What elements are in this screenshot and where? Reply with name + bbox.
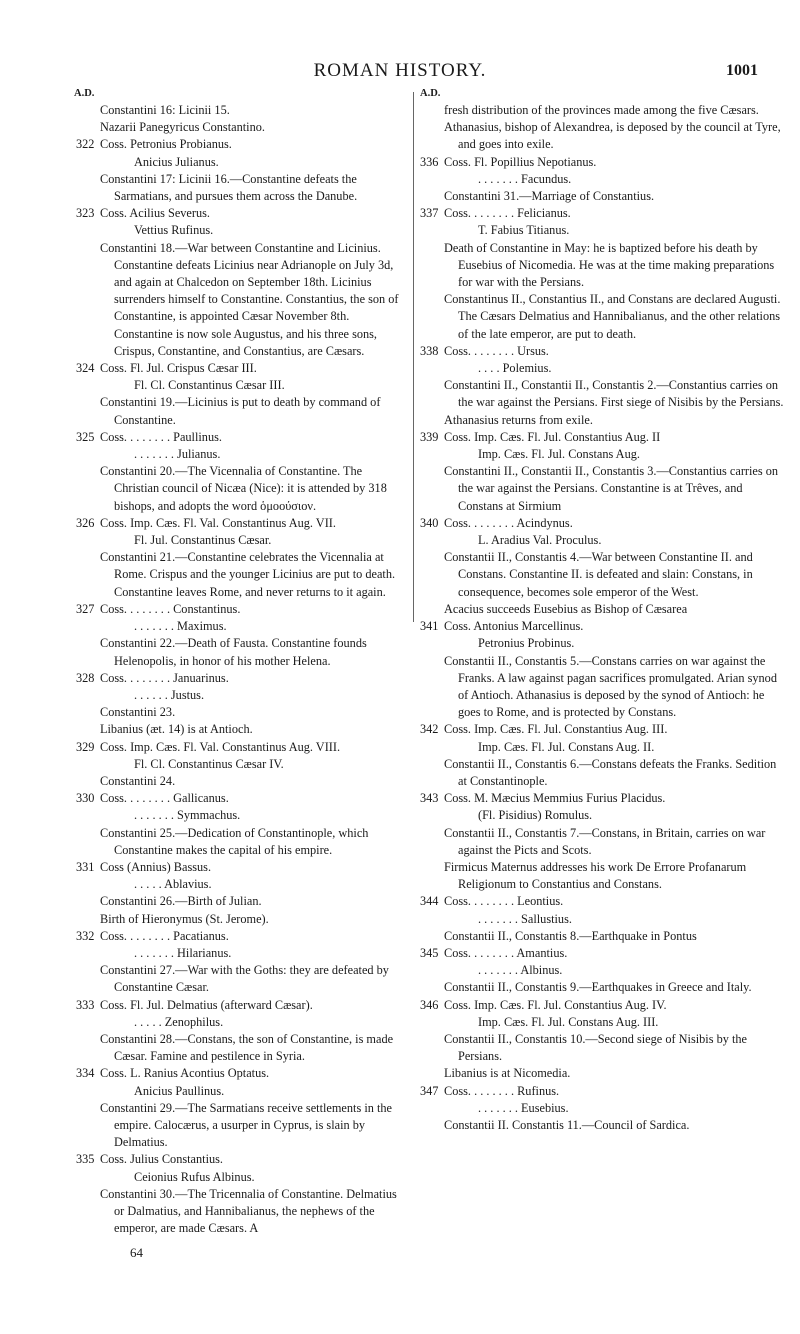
entry-line: Constantii II., Constantis 5.—Constans carries on war against the Franks. A law against pagan sacrifices promulgated. Arian synod of Antioch. Athanasius is deposed by the synod of Antioch: he goes to Rome, and is protected by Constans. bbox=[444, 653, 777, 720]
entry-line: Constantini 26.—Birth of Julian. bbox=[100, 894, 262, 909]
entry-year: 341 bbox=[420, 619, 439, 634]
entry-line: Athanasius returns from exile. bbox=[444, 412, 593, 427]
entry-line: (Fl. Pisidius) Romulus. bbox=[478, 808, 593, 823]
chronology-entry bbox=[420, 240, 786, 292]
left-column-body bbox=[76, 102, 406, 1237]
chronology-entry bbox=[420, 756, 786, 790]
entry-line: Constantinus II., Constantius II., and Constans are declared Augusti. The Cæsars Delmatius and Hannibalianus, and the other relations of the late emperor, are put to death. bbox=[444, 292, 781, 341]
chronology-entry bbox=[420, 618, 786, 652]
entry-line: . . . . . Zenophilus. bbox=[134, 1014, 224, 1029]
entry-year: 333 bbox=[76, 997, 95, 1012]
entry-line: Constantii II., Constantis 8.—Earthquake in Pontus bbox=[444, 928, 697, 943]
entry-year: 343 bbox=[420, 791, 439, 806]
page-number: 1001 bbox=[726, 62, 758, 79]
chronology-entry bbox=[420, 1083, 786, 1117]
entry-year: 335 bbox=[76, 1152, 95, 1167]
chronology-entry bbox=[76, 136, 406, 170]
entry-year: 347 bbox=[420, 1083, 439, 1098]
entry-line: Anicius Julianus. bbox=[134, 154, 219, 169]
entry-line: . . . . . . . Eusebius. bbox=[478, 1100, 569, 1115]
chronology-entry bbox=[420, 205, 786, 239]
entry-line: Constantii II., Constantis 4.—War between Constantine II. and Constans. Constantine II. is defeated and slain: Constans, in consequence, becomes sole emperor of the West. bbox=[444, 550, 753, 599]
entry-line: . . . . . . . Sallustius. bbox=[478, 911, 572, 926]
entry-line: . . . . . . . Symmachus. bbox=[134, 808, 241, 823]
signature-mark: 64 bbox=[130, 1245, 143, 1260]
entry-line: Constantii II., Constantis 7.—Constans, in Britain, carries on war against the Picts and Scots. bbox=[444, 825, 766, 857]
chronology-entry bbox=[76, 825, 406, 859]
entry-line: Coss. . . . . . . . Ursus. bbox=[444, 343, 549, 358]
entry-line: Petronius Probinus. bbox=[478, 636, 575, 651]
chronology-entry bbox=[420, 291, 786, 343]
entry-year: 345 bbox=[420, 945, 439, 960]
chronology-entry bbox=[420, 515, 786, 549]
chronology-entry bbox=[420, 825, 786, 859]
chronology-entry bbox=[420, 412, 786, 429]
entry-line: Constantii II., Constantis 6.—Constans defeats the Franks. Sedition at Constantinople. bbox=[444, 756, 777, 788]
right-ad-label: A.D. bbox=[420, 88, 441, 99]
entry-year: 330 bbox=[76, 791, 95, 806]
entry-year: 326 bbox=[76, 515, 95, 530]
chronology-entry bbox=[76, 704, 406, 738]
entry-line: Coss. Imp. Cæs. Fl. Val. Constantinus Aug. VIII. bbox=[100, 739, 341, 754]
entry-line: Constantii II., Constantis 9.—Earthquakes in Greece and Italy. bbox=[444, 980, 752, 995]
entry-line: . . . . . . . Julianus. bbox=[134, 447, 221, 462]
chronology-entry bbox=[76, 859, 406, 893]
entry-line: Constantini 25.—Dedication of Constantinople, which Constantine makes the capital of his empire. bbox=[100, 825, 369, 857]
chronology-entry bbox=[76, 429, 406, 463]
chronology-entry bbox=[76, 360, 406, 394]
entry-year: 323 bbox=[76, 206, 95, 221]
entry-line: Firmicus Maternus addresses his work De Errore Profanarum Religionum to Constantius and Constans. bbox=[444, 859, 747, 892]
entry-line: Coss. Antonius Marcellinus. bbox=[444, 619, 584, 634]
entry-line: Coss. . . . . . . . Gallicanus. bbox=[100, 791, 229, 806]
entry-line: Libanius (æt. 14) is at Antioch. bbox=[100, 722, 253, 737]
entry-line: Anicius Paullinus. bbox=[134, 1083, 225, 1098]
entry-line: . . . . . . . Albinus. bbox=[478, 963, 563, 978]
entry-line: fresh distribution of the provinces made among the five Cæsars. bbox=[444, 103, 759, 117]
entry-line: Imp. Cæs. Fl. Jul. Constans Aug. bbox=[478, 447, 640, 462]
chronology-entry bbox=[76, 549, 406, 601]
entry-line: Libanius is at Nicomedia. bbox=[444, 1066, 571, 1081]
chronology-entry bbox=[420, 429, 786, 463]
chronology-entry bbox=[76, 171, 406, 205]
chronology-entry bbox=[76, 670, 406, 704]
chronology-entry bbox=[76, 205, 406, 239]
entry-line: Birth of Hieronymus (St. Jerome). bbox=[100, 911, 269, 926]
entry-year: 339 bbox=[420, 429, 439, 444]
entry-year: 325 bbox=[76, 429, 95, 444]
chronology-entry bbox=[420, 893, 786, 927]
chronology-entry bbox=[420, 1117, 786, 1134]
entry-line: T. Fabius Titianus. bbox=[478, 223, 570, 238]
left-ad-label: A.D. bbox=[74, 88, 95, 99]
chronology-entry bbox=[420, 1065, 786, 1082]
entry-line: Constantini 17: Licinii 16.—Constantine defeats the Sarmatians, and pursues them across the Danube. bbox=[100, 171, 358, 204]
entry-year: 331 bbox=[76, 859, 95, 874]
entry-line: Constantini 22.—Death of Fausta. Constantine founds Helenopolis, in honor of his mother Helena. bbox=[100, 636, 367, 668]
chronology-entry bbox=[420, 928, 786, 945]
chronology-entry bbox=[76, 635, 406, 669]
entry-line: Constantini 31.—Marriage of Constantius. bbox=[444, 189, 655, 204]
entry-year: 340 bbox=[420, 515, 439, 530]
entry-line: Coss. M. Mæcius Memmius Furius Placidus. bbox=[444, 791, 666, 806]
right-column-body bbox=[420, 102, 786, 1134]
entry-line: L. Aradius Val. Proculus. bbox=[478, 533, 602, 548]
chronology-entry bbox=[76, 1186, 406, 1238]
entry-line: Coss. . . . . . . . Acindynus. bbox=[444, 515, 573, 530]
entry-line: Coss. Julius Constantius. bbox=[100, 1152, 223, 1167]
entry-line: Constantini II., Constantii II., Constantis 2.—Constantius carries on the war against the Persians. First siege of Nisibis by the Persians. bbox=[444, 378, 784, 410]
right-column bbox=[420, 85, 786, 1134]
entry-line: Coss. L. Ranius Acontius Optatus. bbox=[100, 1066, 270, 1081]
entry-line: Coss (Annius) Bassus. bbox=[100, 859, 212, 874]
chronology-entry bbox=[76, 1065, 406, 1099]
chronology-entry bbox=[76, 739, 406, 773]
entry-line: Imp. Cæs. Fl. Jul. Constans Aug. III. bbox=[478, 1014, 659, 1029]
entry-line: Coss. Imp. Cæs. Fl. Jul. Constantius Aug. III. bbox=[444, 722, 668, 737]
entry-line: Constantini II., Constantii II., Constantis 3.—Constantius carries on the war against the Persians. Constantine is at Trêves, and Constans at Sirmium bbox=[444, 464, 779, 513]
entry-year: 334 bbox=[76, 1066, 95, 1081]
chronology-entry bbox=[420, 377, 786, 411]
left-column bbox=[76, 85, 406, 1237]
chronology-entry bbox=[76, 1031, 406, 1065]
entry-line: Acacius succeeds Eusebius as Bishop of Cæsarea bbox=[444, 601, 688, 616]
entry-line: Constantii II. Constantis 11.—Council of Sardica. bbox=[444, 1117, 690, 1132]
chronology-entry bbox=[76, 463, 406, 515]
entry-year: 324 bbox=[76, 361, 95, 376]
entry-line: Constantini 16: Licinii 15. bbox=[100, 103, 230, 117]
entry-line: Coss. Fl. Jul. Crispus Cæsar III. bbox=[100, 361, 257, 376]
chronology-entry bbox=[76, 601, 406, 635]
entry-line: Vettius Rufinus. bbox=[134, 223, 214, 238]
chronology-entry bbox=[76, 773, 406, 790]
chronology-entry bbox=[76, 962, 406, 996]
chronology-entry bbox=[420, 601, 786, 618]
entry-line: Coss. . . . . . . . Paullinus. bbox=[100, 429, 222, 444]
chronology-entry bbox=[76, 240, 406, 360]
entry-line: Fl. Jul. Constantinus Cæsar. bbox=[134, 533, 272, 548]
entry-line: Coss. Petronius Probianus. bbox=[100, 137, 232, 152]
chronology-entry bbox=[420, 102, 786, 119]
entry-year: 344 bbox=[420, 894, 439, 909]
chronology-entry bbox=[76, 394, 406, 428]
entry-line: Constantini 21.—Constantine celebrates the Vicennalia at Rome. Crispus and the younger Licinius are put to death. Constantine leaves Rome, and never returns to it again. bbox=[100, 550, 396, 599]
entry-line: Coss. Acilius Severus. bbox=[100, 206, 210, 221]
entry-line: Constantini 23. bbox=[100, 705, 176, 720]
entry-line: Coss. . . . . . . . Felicianus. bbox=[444, 206, 571, 221]
chronology-entry bbox=[76, 997, 406, 1031]
entry-line: . . . . . . Justus. bbox=[134, 687, 205, 702]
chronology-entry bbox=[76, 102, 406, 136]
entry-year: 346 bbox=[420, 997, 439, 1012]
entry-year: 329 bbox=[76, 739, 95, 754]
chronology-entry bbox=[420, 997, 786, 1031]
entry-line: Fl. Cl. Constantinus Cæsar IV. bbox=[134, 756, 284, 771]
entry-line: Ceionius Rufus Albinus. bbox=[134, 1169, 255, 1184]
entry-line: . . . . . . . Maximus. bbox=[134, 619, 227, 634]
entry-line: Constantini 30.—The Tricennalia of Constantine. Delmatius or Dalmatius, and Hannibalianus, the nephews of the emperor, are made Cæsars. A bbox=[100, 1186, 397, 1236]
entry-line: . . . . Polemius. bbox=[478, 361, 552, 376]
entry-line: Nazarii Panegyricus Constantino. bbox=[100, 120, 265, 135]
entry-line: . . . . . . . Hilarianus. bbox=[134, 945, 232, 960]
entry-line: Coss. Fl. Popillius Nepotianus. bbox=[444, 154, 597, 169]
entry-line: . . . . . Ablavius. bbox=[134, 877, 212, 892]
entry-year: 338 bbox=[420, 343, 439, 358]
entry-line: Constantii II., Constantis 10.—Second siege of Nisibis by the Persians. bbox=[444, 1031, 747, 1064]
chronology-entry bbox=[76, 928, 406, 962]
chronology-entry bbox=[420, 188, 786, 205]
entry-line: Constantini 18.—War between Constantine and Licinius. Constantine defeats Licinius near Adrianople on July 3d, and again at Chalcedon on September 18th. Licinius surrenders himself to Constantine. Constantius, the son of Constantine, is appointed Cæsar November 8th. Constantine is now sole Augustus, and his three sons, Crispus, Constantine, and Constantius, are Cæsars. bbox=[100, 240, 399, 358]
entry-line: Constantini 19.—Licinius is put to death by command of Constantine. bbox=[100, 395, 381, 427]
chronology-entry bbox=[420, 343, 786, 377]
chronology-entry bbox=[76, 1151, 406, 1185]
entry-year: 332 bbox=[76, 928, 95, 943]
running-head-title: ROMAN HISTORY. bbox=[313, 60, 487, 81]
entry-line: Constantini 24. bbox=[100, 773, 176, 788]
entry-year: 336 bbox=[420, 154, 439, 169]
chronology-entry bbox=[76, 515, 406, 549]
entry-line: Imp. Cæs. Fl. Jul. Constans Aug. II. bbox=[478, 739, 655, 754]
chronology-entry bbox=[420, 154, 786, 188]
chronology-entry bbox=[420, 549, 786, 601]
entry-line: Coss. . . . . . . . Constantinus. bbox=[100, 601, 241, 616]
entry-line: Coss. Imp. Cæs. Fl. Val. Constantinus Aug. VII. bbox=[100, 515, 336, 530]
entry-line: Coss. . . . . . . . Amantius. bbox=[444, 945, 568, 960]
chronology-entry bbox=[420, 653, 786, 722]
entry-year: 322 bbox=[76, 137, 95, 152]
entry-line: Constantini 20.—The Vicennalia of Constantine. The Christian council of Nicæa (Nice): it is attended by 318 bishops, and adopts the word ὁμοούσιον. bbox=[100, 464, 387, 513]
entry-line: Coss. . . . . . . . Januarinus. bbox=[100, 670, 229, 685]
entry-line: Coss. . . . . . . . Rufinus. bbox=[444, 1083, 560, 1098]
entry-year: 328 bbox=[76, 670, 95, 685]
entry-line: Death of Constantine in May: he is baptized before his death by Eusebius of Nicomedia. He was at the time making preparations for war with the Persians. bbox=[444, 240, 775, 290]
entry-line: Constantini 29.—The Sarmatians receive settlements in the empire. Calocærus, a usurper in Cyprus, is slain by Delmatius. bbox=[100, 1100, 392, 1150]
entry-year: 337 bbox=[420, 206, 439, 221]
entry-line: Constantini 28.—Constans, the son of Constantine, is made Cæsar. Famine and pestilence in Syria. bbox=[100, 1031, 394, 1064]
entry-line: Coss. Imp. Cæs. Fl. Jul. Constantius Aug. IV. bbox=[444, 997, 667, 1012]
entry-line: Coss. . . . . . . . Leontius. bbox=[444, 894, 564, 909]
chronology-entry bbox=[420, 790, 786, 824]
entry-line: Fl. Cl. Constantinus Cæsar III. bbox=[134, 378, 285, 393]
entry-year: 342 bbox=[420, 722, 439, 737]
chronology-entry bbox=[420, 721, 786, 755]
column-divider bbox=[413, 92, 414, 622]
chronology-entry bbox=[420, 945, 786, 979]
entry-line: . . . . . . . Facundus. bbox=[478, 171, 572, 186]
entry-line: Coss. Fl. Jul. Delmatius (afterward Cæsar). bbox=[100, 997, 313, 1012]
chronology-entry bbox=[420, 859, 786, 893]
chronology-entry bbox=[420, 979, 786, 996]
chronology-entry bbox=[76, 1100, 406, 1152]
chronology-entry bbox=[420, 1031, 786, 1065]
entry-line: Coss. Imp. Cæs. Fl. Jul. Constantius Aug. II bbox=[444, 429, 661, 444]
entry-line: Athanasius, bishop of Alexandrea, is deposed by the council at Tyre, and goes into exile. bbox=[444, 120, 781, 152]
entry-year: 327 bbox=[76, 601, 95, 616]
chronology-entry bbox=[420, 119, 786, 153]
chronology-entry bbox=[76, 893, 406, 927]
entry-line: Coss. . . . . . . . Pacatianus. bbox=[100, 928, 229, 943]
chronology-entry bbox=[420, 463, 786, 515]
entry-line: Constantini 27.—War with the Goths: they are defeated by Constantine Cæsar. bbox=[100, 963, 389, 995]
chronology-entry bbox=[76, 790, 406, 824]
